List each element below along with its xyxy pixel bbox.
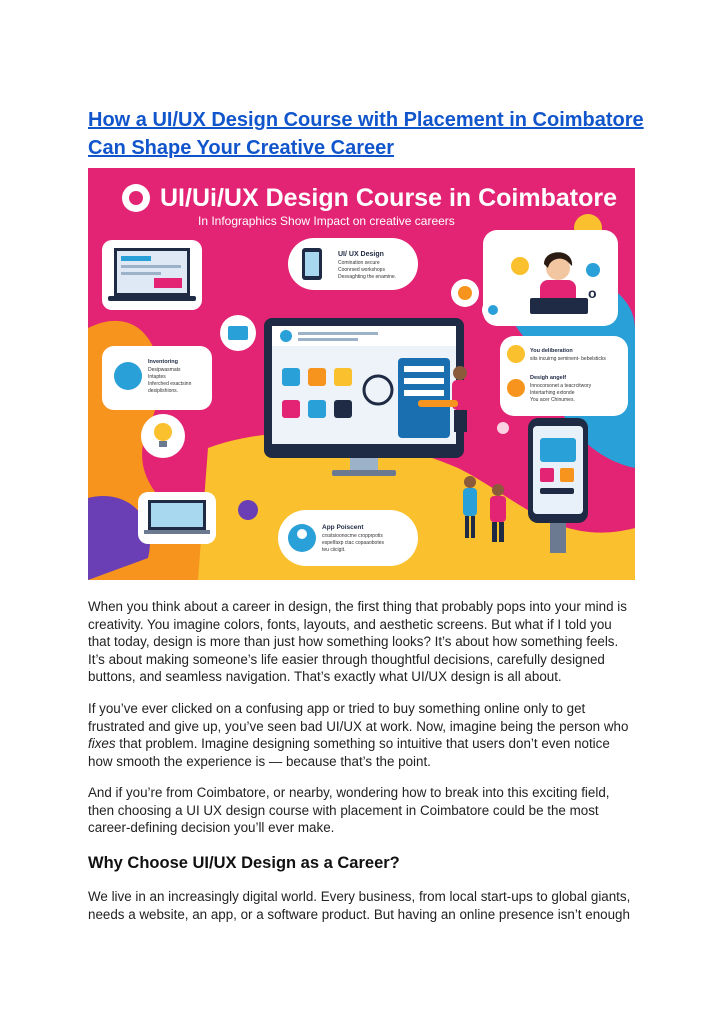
hero-infographic (88, 168, 635, 580)
page-title[interactable]: How a UI/UX Design Course with Placement in Coimbatore Can Shape Your Creative Career (88, 109, 644, 159)
card-bottom-line-3: espelfaxp ctac copaaobotes (322, 540, 384, 546)
app-tile-4 (282, 400, 300, 418)
card-left-line-5: desiplishions. (148, 388, 179, 394)
settings-icon (586, 263, 600, 277)
intro-paragraph-2-emphasis: fixes (88, 736, 116, 752)
hero-subheading: In Infographics Show Impact on creative careers (198, 214, 455, 228)
intro-paragraph-1: When you think about a career in design, the first thing that probably pops into your mind is creativity. You imagine colors, fonts, layouts, and aesthetic screens. But what if I told you that today, design is more than just how something looks? It’s about how something feels. It’s about making someone’s life easier through thoughtful decisions, carefully designed buttons, and seamless navigation. That’s exactly what UI/UX design is all about. (88, 599, 627, 685)
app-tile-1 (282, 368, 300, 386)
card-left-line-1: Inventoring (148, 359, 178, 365)
monitor-stand (350, 458, 378, 472)
card-left-line-2: Desipwasmats (148, 367, 181, 373)
card-top-center-line-1: UI/ UX Design (338, 251, 384, 258)
card-right-line-4: You acer Chinumes. (530, 397, 575, 403)
card-right-line-3: Intertarhing extonde (530, 390, 575, 396)
card-right-line-2: Innocorsonet a teacrcitwory (530, 383, 592, 389)
chart-icon (511, 257, 529, 275)
section-heading: Why Choose UI/UX Design as a Career? (88, 854, 400, 872)
o-glyph-icon: o (588, 285, 597, 301)
idea-face-icon (507, 345, 525, 363)
bird-icon (238, 500, 258, 520)
clock-icon (507, 379, 525, 397)
card-bottom-line-1: App Poiscent (322, 524, 364, 531)
card-left-line-4: Inferched exactsinn (148, 381, 192, 387)
card-right-title: You deliberation (530, 348, 573, 354)
intro-paragraph-2 (88, 700, 636, 770)
app-tile-2 (308, 368, 326, 386)
person-2-head (492, 484, 504, 496)
card-top-center-line-3: Coonrsed workshops (338, 267, 385, 273)
network-icon (114, 362, 142, 390)
card-top-center-line-4: Desvaghting the enamine. (338, 274, 397, 280)
hero-heading: UI/Ui/UX Design Course in Coimbatore (160, 184, 618, 212)
app-tile-5 (308, 400, 326, 418)
card-bottom-line-2: crsstsioonocme cropprpotis (322, 533, 383, 539)
intro-paragraph-3: And if you’re from Coimbatore, or nearby, wondering how to break into this exciting field, then choosing a UI UX design course with placement in Coimbatore could be the most career-defining decision you’ll ever make. (88, 785, 610, 836)
card-right-line-1: Desigh angelf (530, 375, 567, 381)
deco-circle-3 (497, 422, 509, 434)
intro-paragraph-2-start: If you’ve ever clicked on a confusing app or tried to buy something online only to get frustrated and give up, you’ve seen bad UI/UX at work. Now, imagine being the person who (88, 701, 629, 734)
app-tile-6 (334, 400, 352, 418)
designer-figure-head (453, 366, 467, 380)
intro-paragraph-2-end: that problem. Imagine designing something so intuitive that users don’t even notice how smooth the experience is — because that’s the point. (88, 736, 610, 769)
card-bottom-line-4: teu ciicigit. (322, 547, 346, 553)
card-left-line-3: Intaptes (148, 374, 166, 380)
app-tile-3 (334, 368, 352, 386)
section-paragraph-1: We live in an increasingly digital world. Every business, from local start-ups to global giants, needs a website, an app, or a software product. But having an online presence isn’t enough (88, 889, 631, 922)
card-right-subtitle: sits incuirng seminent- bebelsticks (530, 356, 606, 362)
card-top-center-line-2: Comination secure (338, 260, 380, 266)
person-1-head (464, 476, 476, 488)
